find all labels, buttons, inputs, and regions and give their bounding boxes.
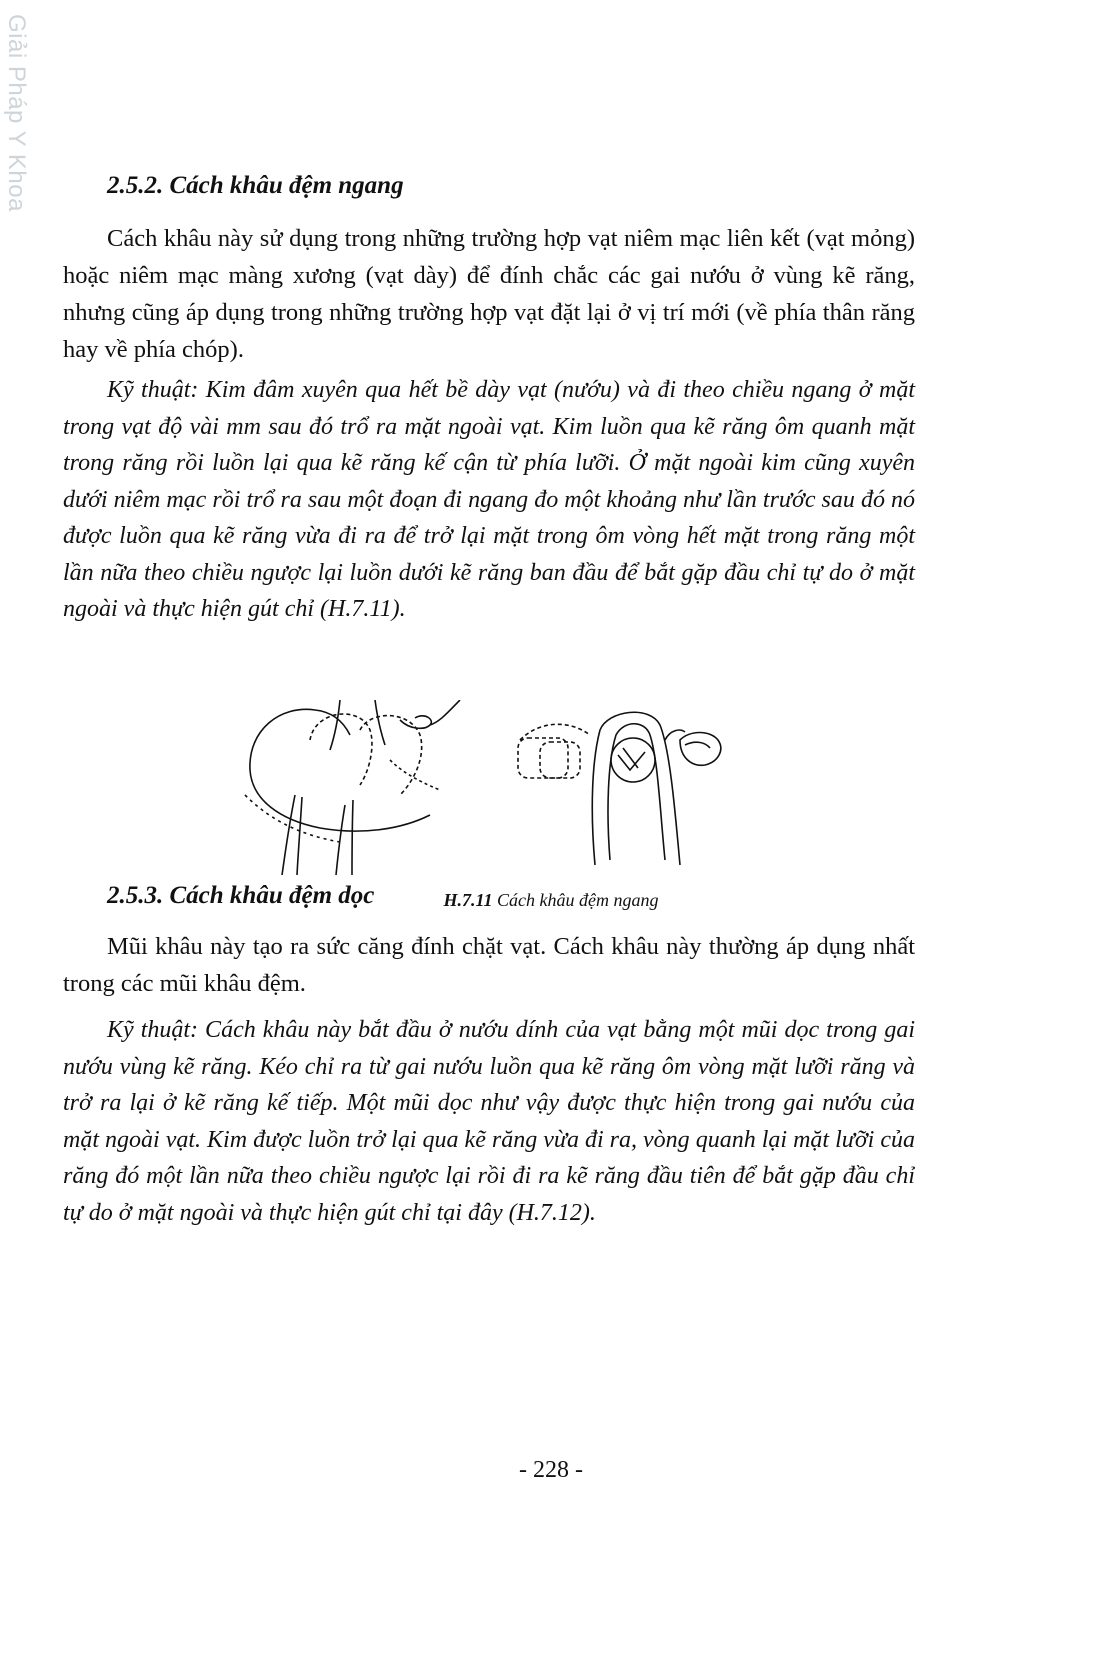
figure-caption-text: Cách khâu đệm ngang [497, 890, 659, 910]
suture-illustration-figure [240, 700, 760, 880]
watermark: Giải Pháp Y Khoa [3, 14, 30, 212]
teeth-occlusal-view-illustration [518, 712, 721, 865]
section-paragraph-2-5-2: Cách khâu này sử dụng trong những trường hợp vạt niêm mạc liên kết (vạt mỏng) hoặc niêm mạc màng xương (vạt dày) để đính chắc các gai nướu ở vùng kẽ răng, nhưng cũng áp dụng trong những trường hợp vạt đặt lại ở vị trí mới (về phía thân răng hay về phía chóp). [63, 225, 915, 363]
section-paragraph-2-5-3: Mũi khâu này tạo ra sức căng đính chặt vạt. Cách khâu này thường áp dụng nhất trong các mũi khâu đệm. [63, 933, 915, 997]
section-heading-2-5-3: 2.5.3. Cách khâu đệm dọc [107, 882, 375, 909]
technique-paragraph-2-5-2: Kỹ thuật: Kim đâm xuyên qua hết bề dày vạt (nướu) và đi theo chiều ngang ở mặt trong vạt độ vài mm sau đó trổ ra mặt ngoài vạt. Kim luồn qua kẽ răng ôm quanh mặt trong răng rồi luồn lại qua kẽ răng kế cận từ phía lưỡi. Ở mặt ngoài kim cũng xuyên dưới niêm mạc rồi trổ ra sau một đoạn đi ngang đo một khoảng như lần trước sau đó nó được luồn qua kẽ răng vừa đi ra để trở lại mặt trong ôm vòng hết mặt trong răng một lần nữa theo chiều ngược lại luồn dưới kẽ răng ban đầu để bắt gặp đầu chỉ tự do ở mặt ngoài và thực hiện gút chỉ (H.7.11). [63, 377, 915, 622]
technique-paragraph-2-5-3: Kỹ thuật: Cách khâu này bắt đầu ở nướu dính của vạt bằng một mũi dọc trong gai nướu vùng kẽ răng. Kéo chỉ ra từ gai nướu luồn qua kẽ răng ôm vòng mặt lưỡi răng và trở ra lại ở kẽ răng kế tiếp. Một mũi dọc như vậy được thực hiện trong gai nướu của mặt ngoài vạt. Kim được luồn trở lại qua kẽ răng vừa đi ra, vòng quanh lại mặt lưỡi của răng đó một lần nữa theo chiều ngược lại rồi đi ra kẽ răng đầu tiên để bắt gặp đầu chỉ tự do ở mặt ngoài và thực hiện gút chỉ tại đây (H.7.12). [63, 1017, 915, 1226]
teeth-side-view-illustration [245, 700, 460, 875]
section-heading-2-5-2: 2.5.2. Cách khâu đệm ngang [107, 172, 404, 199]
page-number: - 228 - [519, 1457, 583, 1483]
figure-caption-number: H.7.11 [443, 890, 493, 910]
